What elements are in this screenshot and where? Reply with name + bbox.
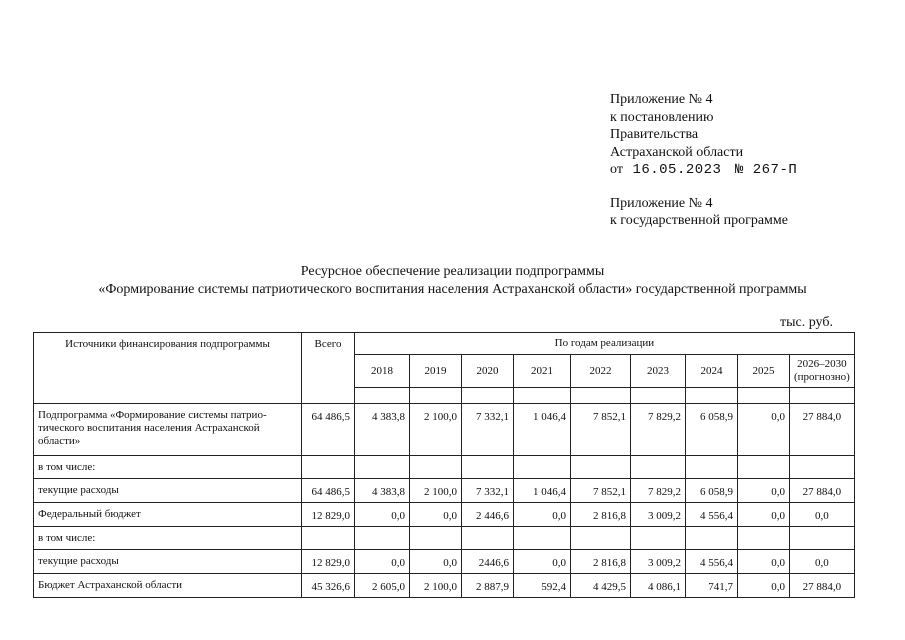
value-cell (355, 456, 410, 479)
value-cell (462, 456, 514, 479)
year-cell: 2019 (410, 355, 462, 388)
value-cell: 1 046,4 (514, 479, 571, 503)
value-cell: 4 383,8 (355, 404, 410, 456)
value-cell (738, 456, 790, 479)
document-number: № 267-П (734, 162, 798, 178)
value-cell (302, 527, 355, 550)
financing-table (33, 332, 855, 598)
appendix-date-line (610, 161, 797, 180)
value-cell: 2 100,0 (410, 404, 462, 456)
value-cell (571, 456, 631, 479)
appendix-line: Приложение № 4 (610, 195, 713, 211)
date-prefix: от (610, 162, 623, 177)
row-label: Подпрограмма «Формирование системы патрио-тического воспитания населения Астраханской области» (34, 404, 302, 456)
value-cell: 592,4 (514, 574, 571, 598)
value-cell: 2 100,0 (410, 479, 462, 503)
value-cell: 7 829,2 (631, 404, 686, 456)
value-cell (790, 456, 855, 479)
year-cell: 2018 (355, 355, 410, 388)
value-cell: 0,0 (790, 503, 855, 527)
table-row (34, 404, 855, 456)
row-label: Бюджет Астраханской области (34, 574, 302, 598)
value-cell (410, 527, 462, 550)
value-cell (686, 456, 738, 479)
unit-label: тыс. руб. (780, 315, 833, 330)
year-cell: 2024 (686, 355, 738, 388)
value-cell: 7 852,1 (571, 479, 631, 503)
value-cell (631, 456, 686, 479)
value-cell: 2 816,8 (571, 503, 631, 527)
row-label: текущие расходы (34, 550, 302, 574)
value-cell (686, 527, 738, 550)
table-row (34, 456, 855, 479)
document-date: 16.05.2023 (632, 162, 722, 178)
value-cell: 7 852,1 (571, 404, 631, 456)
value-cell: 3 009,2 (631, 550, 686, 574)
value-cell: 0,0 (410, 550, 462, 574)
value-cell: 12 829,0 (302, 503, 355, 527)
appendix-line: Приложение № 4 (610, 92, 713, 107)
value-cell: 64 486,5 (302, 479, 355, 503)
value-cell (302, 456, 355, 479)
value-cell (738, 527, 790, 550)
value-cell: 2 816,8 (571, 550, 631, 574)
value-cell (514, 527, 571, 550)
value-cell: 0,0 (514, 550, 571, 574)
value-cell: 4 086,1 (631, 574, 686, 598)
value-cell (355, 527, 410, 550)
value-cell: 0,0 (738, 550, 790, 574)
value-cell: 4 429,5 (571, 574, 631, 598)
appendix-line: к государственной программе (610, 213, 788, 228)
value-cell: 1 046,4 (514, 404, 571, 456)
year-cell: 2026–2030 (прогнозно) (790, 355, 855, 388)
value-cell: 7 332,1 (462, 479, 514, 503)
document-subtitle: «Формирование системы патриотического воспитания населения Астраханской области» государственной программы (98, 282, 807, 297)
row-label: в том числе: (34, 527, 302, 550)
row-label: текущие расходы (34, 479, 302, 503)
value-cell: 4 383,8 (355, 479, 410, 503)
appendix-line: Астраханской области (610, 144, 744, 160)
table-row (34, 479, 855, 503)
table-row (34, 503, 855, 527)
row-label: Федеральный бюджет (34, 503, 302, 527)
year-cell: 2025 (738, 355, 790, 388)
document-title: Ресурсное обеспечение реализации подпрограммы (300, 264, 605, 279)
value-cell: 0,0 (738, 404, 790, 456)
value-cell: 7 829,2 (631, 479, 686, 503)
value-cell: 0,0 (738, 479, 790, 503)
value-cell (631, 527, 686, 550)
appendix-line: к постановлению (610, 109, 714, 125)
value-cell: 0,0 (514, 503, 571, 527)
value-cell: 6 058,9 (686, 479, 738, 503)
value-cell: 27 884,0 (790, 404, 855, 456)
value-cell: 2 446,6 (462, 503, 514, 527)
appendix-block (610, 91, 797, 230)
value-cell: 0,0 (355, 550, 410, 574)
year-cell: 2023 (631, 355, 686, 388)
value-cell: 0,0 (355, 503, 410, 527)
table-row (34, 527, 855, 550)
value-cell: 3 009,2 (631, 503, 686, 527)
value-cell: 2 100,0 (410, 574, 462, 598)
table-row (34, 550, 855, 574)
value-cell: 4 556,4 (686, 503, 738, 527)
value-cell: 12 829,0 (302, 550, 355, 574)
value-cell: 741,7 (686, 574, 738, 598)
value-cell: 0,0 (410, 503, 462, 527)
row-label: в том числе: (34, 456, 302, 479)
header-by-years: По годам реализации (355, 333, 855, 355)
value-cell: 7 332,1 (462, 404, 514, 456)
value-cell: 0,0 (738, 574, 790, 598)
value-cell: 2 887,9 (462, 574, 514, 598)
value-cell: 2 605,0 (355, 574, 410, 598)
value-cell: 6 058,9 (686, 404, 738, 456)
value-cell (410, 456, 462, 479)
header-total: Всего (302, 333, 355, 404)
value-cell (790, 527, 855, 550)
value-cell: 27 884,0 (790, 479, 855, 503)
header-source: Источники финансирования подпрограммы (34, 333, 302, 404)
year-cell: 2021 (514, 355, 571, 388)
value-cell (514, 456, 571, 479)
table-row (34, 574, 855, 598)
value-cell: 64 486,5 (302, 404, 355, 456)
value-cell: 2446,6 (462, 550, 514, 574)
value-cell: 0,0 (790, 550, 855, 574)
year-cell: 2022 (571, 355, 631, 388)
value-cell: 0,0 (738, 503, 790, 527)
value-cell (571, 527, 631, 550)
appendix-line: Правительства (610, 127, 699, 142)
value-cell: 4 556,4 (686, 550, 738, 574)
value-cell (462, 527, 514, 550)
value-cell: 27 884,0 (790, 574, 855, 598)
value-cell: 45 326,6 (302, 574, 355, 598)
header-row (34, 333, 855, 355)
year-cell: 2020 (462, 355, 514, 388)
